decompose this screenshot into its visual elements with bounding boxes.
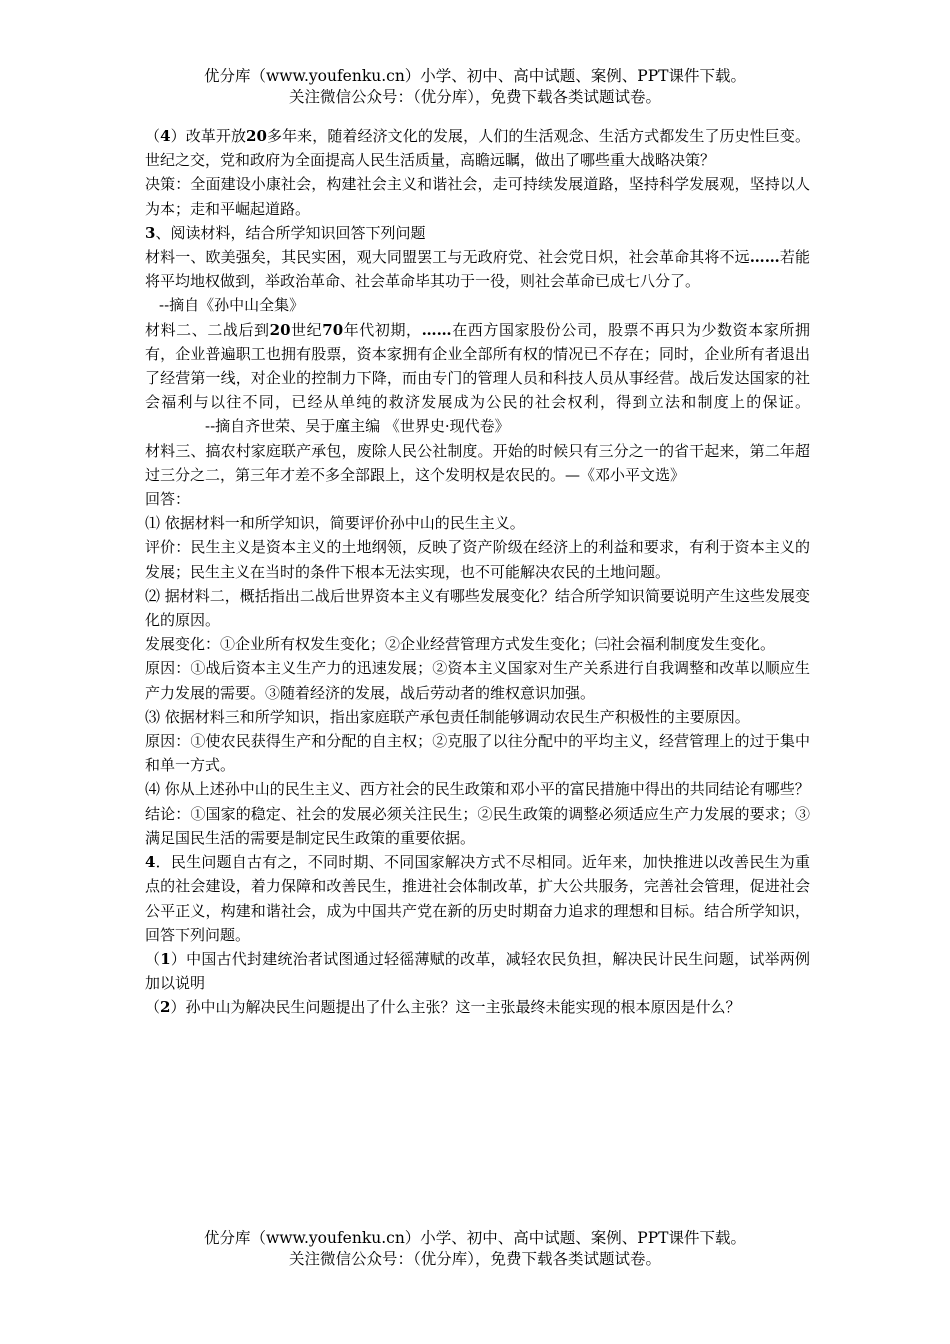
sub-question-3-answer: 原因：①使农民获得生产和分配的自主权；②克服了以往分配中的平均主义，经营管理上的过于集中和单一方式。 (145, 732, 810, 775)
sub-question-2: ⑵ 据材料二，概括指出二战后世界资本主义有哪些发展变化？结合所学知识简要说明产生这些发展变化的原因。 (145, 586, 810, 630)
question-4-1: （1）中国古代封建统治者试图通过轻徭薄赋的改革，减轻农民负担，解决民计民生问题，试举两例加以说明 (145, 949, 810, 993)
sub-question-2-answer-changes: 发展变化：①企业所有权发生变化；②企业经营管理方式发生变化；㈢社会福利制度发生变化。 (145, 635, 776, 654)
header-line-2: 关注微信公众号：（优分库），免费下载各类试题试卷。 (288, 88, 661, 106)
footer-line-2: 关注微信公众号：（优分库），免费下载各类试题试卷。 (288, 1250, 661, 1268)
document-body (145, 124, 810, 1020)
material-1: 材料一、欧美强矣，其民实困，观大同盟罢工与无政府党、社会党日炽，社会革命其将不远……若能将平均地权做到，举政治革命、社会革命毕其功于一役，则社会革命已成七八分了。 (145, 248, 810, 291)
page-header (0, 66, 950, 108)
material-2-source: --摘自齐世荣、吴于廑主编 《世界史·现代卷》 (205, 417, 510, 436)
sub-question-4: ⑷ 你从上述孙中山的民生主义、西方社会的民生政策和邓小平的富民措施中得出的共同结论有哪些？ (145, 780, 810, 799)
question-3-title: 3、阅读材料，结合所学知识回答下列问题 (145, 223, 426, 242)
header-line-1: 优分库（www.youfenku.cn）小学、初中、高中试题、案例、PPT课件下载。 (203, 67, 747, 85)
sub-question-1: ⑴ 依据材料一和所学知识，简要评价孙中山的民生主义。 (145, 514, 525, 533)
sub-question-4-answer: 结论：①国家的稳定、社会的发展必须关注民生；②民生政策的调整必须适应生产力发展的要求；③满足国民生活的需要是制定民生政策的重要依据。 (145, 804, 810, 847)
question-2-4-answer: 决策：全面建设小康社会，构建社会主义和谐社会，走可持续发展道路，坚持科学发展观，坚持以人为本；走和平崛起道路。 (145, 175, 810, 218)
question-4: 4．民生问题自古有之，不同时期、不同国家解决方式不尽相同。近年来，加快推进以改善民生为重点的社会建设，着力保障和改善民生，推进社会体制改革，扩大公共服务，完善社会管理，促进社会公平正义，构建和谐社会，成为中国共产党在新的历史时期奋力追求的理想和目标。结合所学知识，回答下列问题。 (145, 853, 810, 944)
material-3: 材料三、搞农村家庭联产承包，废除人民公社制度。开始的时候只有三分之一的省干起来，第二年超过三分之二，第三年才差不多全部跟上，这个发明权是农民的。—《邓小平文选》 (145, 441, 810, 484)
sub-question-1-answer: 评价：民生主义是资本主义的土地纲领，反映了资产阶级在经济上的利益和要求，有利于资本主义的发展；民生主义在当时的条件下根本无法实现，也不可能解决农民的土地问题。 (145, 538, 810, 581)
footer-line-1: 优分库（www.youfenku.cn）小学、初中、高中试题、案例、PPT课件下载。 (203, 1229, 747, 1247)
material-2: 材料二、二战后到20世纪70年代初期，……在西方国家股份公司，股票不再只为少数资本家所拥有，企业普遍职工也拥有股票，资本家拥有企业全部所有权的情况已不存在；同时，企业所有者退出了经营第一线，对企业的控制力下降，而由专门的管理人员和科技人员从事经营。战后发达国家的社会福利与以往不同，已经从单纯的救济发展成为公民的社会权利，得到立法和制度上的保证。--摘自齐世荣、吴于廑主编 《世界史·现代卷》 (145, 318, 810, 439)
question-2-4: （4）改革开放20多年来，随着经济文化的发展，人们的生活观念、生活方式都发生了历史性巨变。世纪之交，党和政府为全面提高人民生活质量，高瞻远瞩，做出了哪些重大战略决策？ (145, 127, 810, 170)
page-footer (0, 1228, 950, 1270)
answer-label: 回答： (145, 490, 191, 509)
sub-question-3: ⑶ 依据材料三和所学知识，指出家庭联产承包责任制能够调动农民生产积极性的主要原因。 (145, 707, 750, 726)
question-4-2: （2）孙中山为解决民生问题提出了什么主张？这一主张最终未能实现的根本原因是什么？ (145, 998, 741, 1017)
sub-question-2-answer-reasons: 原因：①战后资本主义生产力的迅速发展；②资本主义国家对生产关系进行自我调整和改革以顺应生产力发展的需要。③随着经济的发展，战后劳动者的维权意识加强。 (145, 659, 810, 702)
material-1-source: --摘自《孙中山全集》 (159, 296, 305, 315)
